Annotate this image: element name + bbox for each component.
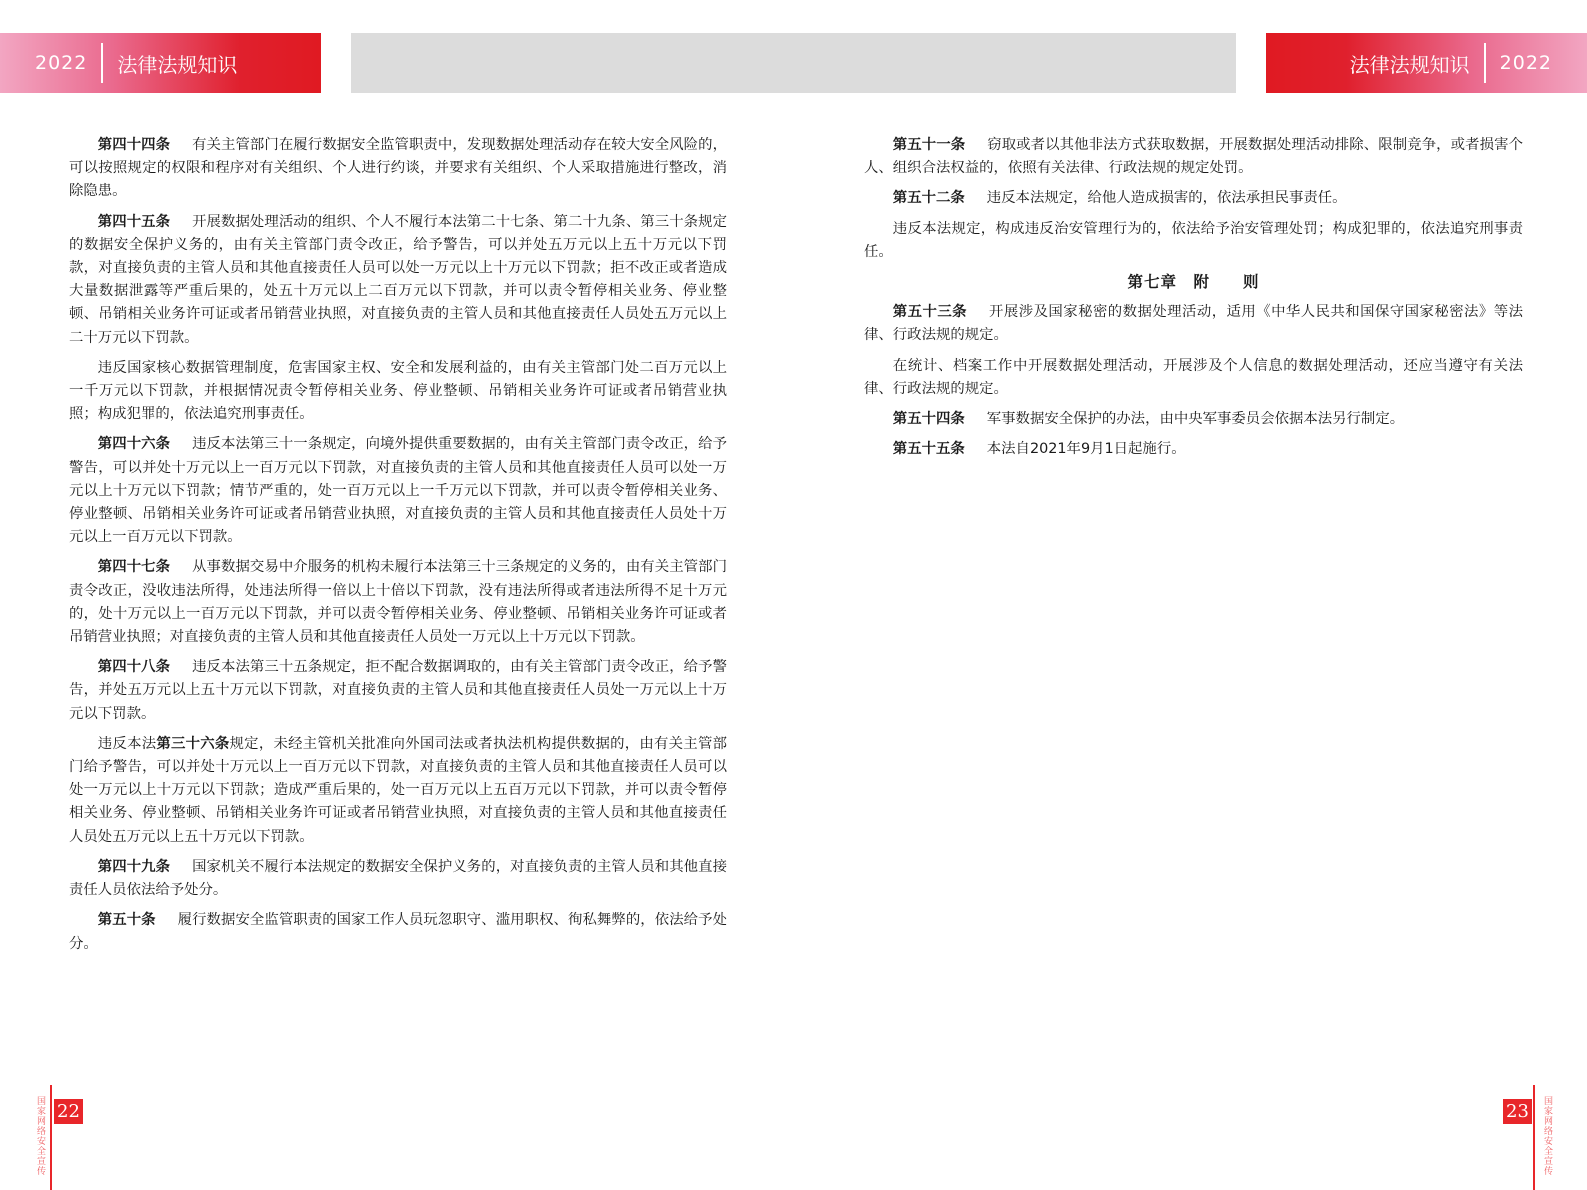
article-paragraph: [69, 134, 727, 204]
article-paragraph: [69, 656, 727, 726]
header-divider: [101, 43, 103, 83]
article-number: 第五十五条: [892, 441, 965, 458]
article-text: 军事数据安全保护的办法，由中央军事委员会依据本法另行制定。: [986, 411, 1405, 428]
right-header-title: 法律法规知识: [1349, 52, 1470, 77]
article-reference: 第三十六条: [156, 735, 230, 752]
article-number: 第五十一条: [892, 137, 966, 153]
article-number: 第五十四条: [892, 411, 965, 428]
article-text: 窃取或者以其他非法方式获取数据，开展数据处理活动排除、限制竞争，或者损害个人、组织合法权益的，依照有关法律、行政法规的规定处罚。: [864, 137, 1523, 177]
article-text: 规定，未经主管机关批准向外国司法或者执法机构提供数据的，由有关主管部门给予警告，可以并处十万元以上一百万元以下罚款，对直接负责的主管人员和其他直接责任人员可以处一万元以上十万元以下罚款；造成严重后果的，处一百万元以上五百万元以下罚款，并可以责令暂停相关业务、停业整顿、吊销相关业务许可证或者吊销营业执照，对直接负责的主管人员和其他直接责任人员处五万元以上五十万元以下罚款。: [69, 735, 727, 845]
article-paragraph: [864, 218, 1523, 264]
article-number: 第四十七条: [97, 559, 171, 576]
right-header-year: 2022: [1499, 52, 1552, 74]
article-text: 违反本法规定，给他人造成损害的，依法承担民事责任。: [986, 190, 1347, 207]
article-number: 第四十四条: [97, 137, 171, 153]
chapter-title: 第七章 附 则: [1127, 273, 1260, 292]
left-page-number: 22: [54, 1099, 83, 1124]
left-page-body: [69, 134, 727, 963]
article-text: 违反本法第三十一条规定，向境外提供重要数据的，由有关主管部门责令改正，给予警告，可以并处十万元以上一百万元以下罚款，对直接负责的主管人员和其他直接责任人员可以处一万元以上十万元以下罚款；情节严重的，处一百万元以上一千万元以下罚款，并可以责令暂停相关业务、停业整顿、吊销相关业务许可证或者吊销营业执照，对直接负责的主管人员和其他直接责任人员处十万元以上一百万元以下罚款。: [69, 436, 727, 546]
article-text: 违反本法第三十五条规定，拒不配合数据调取的，由有关主管部门责令改正，给予警告，并处五万元以上五十万元以下罚款，对直接负责的主管人员和其他直接责任人员处一万元以上十万元以下罚款。: [69, 659, 727, 722]
left-header-title: 法律法规知识: [117, 52, 238, 77]
article-number: 第五十条: [97, 912, 156, 929]
article-number: 第四十五条: [97, 213, 171, 230]
article-paragraph: [864, 134, 1523, 180]
article-text: 在统计、档案工作中开展数据处理活动，开展涉及个人信息的数据处理活动，还应当遵守有关法律、行政法规的规定。: [864, 357, 1523, 397]
article-text: 从事数据交易中介服务的机构未履行本法第三十三条规定的义务的，由有关主管部门责令改正，没收违法所得，处违法所得一倍以上十倍以下罚款，没有违法所得或者违法所得不足十万元的，处十万元以上一百万元以下罚款，并可以责令暂停相关业务、停业整顿、吊销相关业务许可证或者吊销营业执照；对直接负责的主管人员和其他直接责任人员处一万元以上十万元以下罚款。: [69, 559, 727, 646]
header-divider: [1484, 43, 1486, 83]
right-page-header: [1266, 33, 1587, 93]
left-header-year: 2022: [35, 52, 88, 74]
left-footer-rule: [50, 1085, 52, 1190]
article-paragraph: [864, 187, 1523, 210]
article-text: 违反国家核心数据管理制度，危害国家主权、安全和发展利益的，由有关主管部门处二百万元以上一千万元以下罚款，并根据情况责令暂停相关业务、停业整顿、吊销相关业务许可证或者吊销营业执照；构成犯罪的，依法追究刑事责任。: [69, 359, 727, 423]
article-text: 本法自2021年9月1日起施行。: [986, 441, 1186, 458]
right-footer-rule: [1533, 1085, 1535, 1190]
article-text: 国家机关不履行本法规定的数据安全保护义务的，对直接负责的主管人员和其他直接责任人员依法给予处分。: [69, 858, 727, 899]
article-paragraph: [69, 556, 727, 649]
article-paragraph: [69, 211, 727, 350]
left-side-caption: 国家网络安全宣传: [35, 1096, 45, 1176]
article-text: 开展涉及国家秘密的数据处理活动，适用《中华人民共和国保守国家秘密法》等法律、行政法规的规定。: [864, 304, 1523, 344]
article-text: 履行数据安全监管职责的国家工作人员玩忽职守、滥用职权、徇私舞弊的，依法给予处分。: [69, 912, 727, 952]
header-gray-band: [351, 33, 1236, 93]
article-text-prefix: 违反本法: [97, 735, 157, 752]
article-number: 第四十九条: [97, 858, 171, 875]
article-paragraph: [864, 301, 1523, 347]
article-number: 第四十六条: [97, 436, 171, 453]
article-number: 第五十二条: [892, 190, 965, 207]
article-paragraph: [864, 408, 1523, 431]
right-page-number: 23: [1503, 1099, 1532, 1124]
article-paragraph: [69, 856, 727, 902]
article-text: 开展数据处理活动的组织、个人不履行本法第二十七条、第二十九条、第三十条规定的数据安全保护义务的，由有关主管部门责令改正，给予警告，可以并处五万元以上五十万元以下罚款，对直接负责的主管人员和其他直接责任人员可以处一万元以上十万元以下罚款；拒不改正或者造成大量数据泄露等严重后果的，处五十万元以上二百万元以下罚款，并可以责令暂停相关业务、停业整顿、吊销相关业务许可证或者吊销营业执照，对直接负责的主管人员和其他直接责任人员处五万元以上二十万元以下罚款。: [69, 213, 727, 346]
article-paragraph: [69, 733, 727, 849]
article-paragraph: [69, 357, 727, 427]
right-side-caption: 国家网络安全宣传: [1542, 1096, 1552, 1176]
right-page-body: [864, 134, 1523, 468]
article-text: 违反本法规定，构成违反治安管理行为的，依法给予治安管理处罚；构成犯罪的，依法追究刑事责任。: [864, 220, 1523, 260]
article-number: 第四十八条: [97, 659, 171, 676]
left-page-header: [0, 33, 321, 93]
article-paragraph: [69, 909, 727, 955]
article-text: 有关主管部门在履行数据安全监管职责中，发现数据处理活动存在较大安全风险的，可以按照规定的权限和程序对有关组织、个人进行约谈，并要求有关组织、个人采取措施进行整改，消除隐患。: [69, 137, 727, 200]
article-number: 第五十三条: [892, 304, 968, 321]
article-paragraph: [864, 355, 1523, 401]
article-paragraph: [864, 438, 1523, 461]
article-paragraph: [69, 433, 727, 549]
